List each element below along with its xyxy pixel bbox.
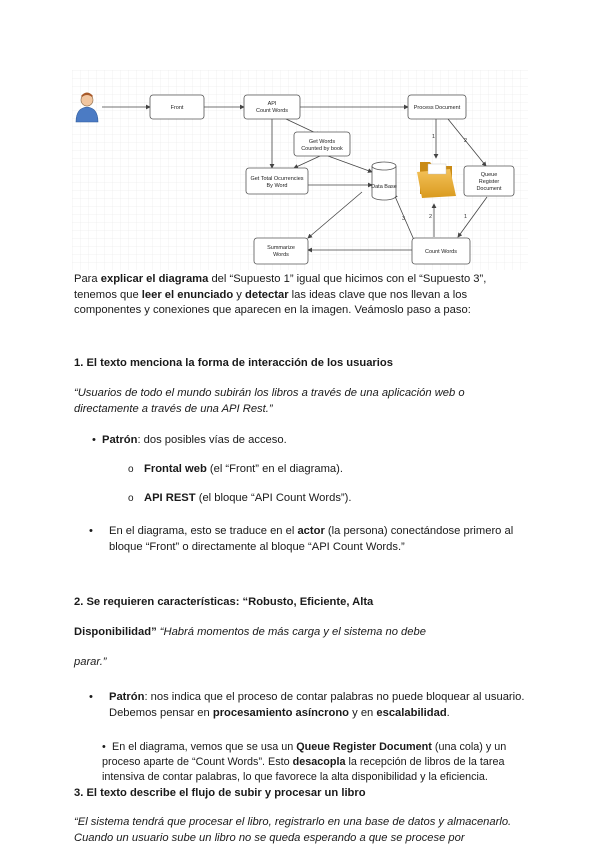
- node-api-label: Count Words: [256, 108, 288, 114]
- section3-quote: “El sistema tendrá que procesar el libro, registrarlo en una base de datos y almacenarlo. Cuando un usuario sube un libro no se queda esperando a que se procese por: [74, 816, 512, 844]
- node-queue-label: Document: [476, 186, 502, 192]
- folder-icon: [417, 162, 456, 198]
- section1-bullet-pattern: • Patrón: dos posibles vías de acceso.: [92, 434, 287, 446]
- database-icon: [372, 162, 396, 200]
- section2-bullet-diagram: • En el diagrama, vemos que se usa un Queue Register Document (una cola) y un proceso aparte de “Count Words”. Esto desacopla la recepción de libros de la tarea intensiva de contar palabras, lo que favorece la alta disponibilidad y la eficiencia.: [102, 741, 507, 783]
- node-api-count-words: [244, 95, 300, 119]
- node-summarize-label: Summarize: [267, 245, 295, 251]
- edge-label: 3: [402, 216, 406, 222]
- section1-heading: 1. El texto menciona la forma de interacción de los usuarios: [74, 357, 393, 369]
- architecture-diagram: [72, 70, 528, 270]
- node-summarize-label: Words: [273, 252, 289, 258]
- node-front-label: Front: [170, 105, 184, 111]
- edge-label: 1: [432, 134, 436, 140]
- section1-bullet-diagram: • En el diagrama, esto se traduce en el actor (la persona) conectándose primero al bloque “Front” o directamente al bloque “API Count Words.”: [89, 525, 514, 553]
- intro-paragraph: Para explicar el diagrama del “Supuesto 1” igual que hicimos con el “Supuesto 3”, tenemos que leer el enunciado y detectar las ideas clave que nos llevan a los componentes y conexiones que aparecen en la imagen. Veámoslo paso a paso:: [74, 273, 487, 316]
- edge-label: 1: [464, 214, 468, 220]
- node-getwords-label: Counted by book: [301, 146, 343, 152]
- node-summarize: [254, 238, 308, 264]
- edge-label: 2: [429, 214, 433, 220]
- section1-subbullet-api: o API REST (el bloque “API Count Words”).: [128, 492, 352, 504]
- edge-label: 2: [464, 138, 468, 144]
- section2-quote-end: parar.”: [74, 656, 107, 668]
- section1-quote: “Usuarios de todo el mundo subirán los libros a través de una aplicación web o directamente a través de una API Rest.”: [74, 387, 465, 415]
- node-getwords-label: Get Words: [308, 139, 336, 145]
- node-database-label: Data Base: [371, 184, 397, 190]
- section1-subbullet-front: o Frontal web (el “Front” en el diagrama).: [128, 463, 343, 475]
- section2-bullet-pattern: • Patrón: nos indica que el proceso de contar palabras no puede bloquear al usuario. Debemos pensar en procesamiento asíncrono y en escalabilidad.: [89, 691, 525, 719]
- node-gettotal-label: Get Total Ocurrencies: [250, 176, 304, 182]
- section3-heading: 3. El texto describe el flujo de subir y procesar un libro: [74, 787, 366, 799]
- node-process-label: Process Document: [413, 105, 461, 111]
- node-queue-label: Queue: [480, 172, 498, 178]
- section2-heading-cont: Disponibilidad” “Habrá momentos de más carga y el sistema no debe: [74, 626, 426, 638]
- node-gettotal-label: By Word: [266, 183, 288, 189]
- node-queue-label: Register: [478, 179, 500, 185]
- node-countwords-label: Count Words: [425, 249, 457, 255]
- section2-heading: 2. Se requieren características: “Robusto, Eficiente, Alta: [74, 596, 374, 608]
- node-api-label: API: [267, 101, 277, 107]
